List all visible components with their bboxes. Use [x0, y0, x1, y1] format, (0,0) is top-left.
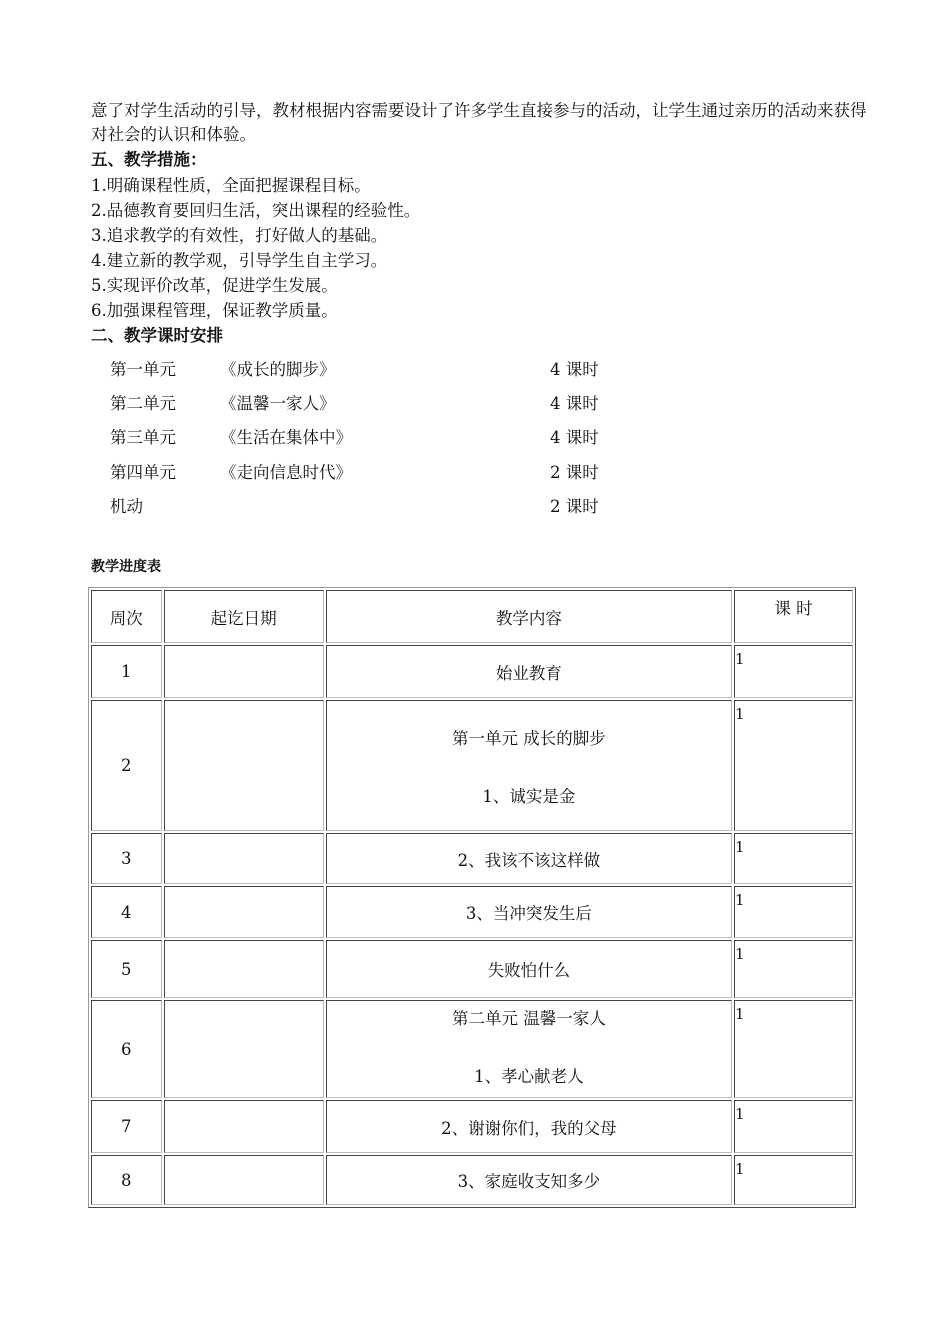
schedule-row — [110, 458, 630, 488]
schedule-unit: 第四单元 — [110, 463, 176, 482]
cell-week: 1 — [91, 645, 162, 698]
schedule-hours: 4 课时 — [550, 360, 599, 379]
hours-value: 1 — [735, 1160, 745, 1178]
cell-content: 始业教育 — [326, 645, 732, 698]
schedule-hours: 4 课时 — [550, 428, 599, 447]
cell-dates — [164, 1000, 324, 1098]
progress-table — [88, 587, 856, 1208]
table-header-row — [91, 590, 853, 643]
header-dates: 起讫日期 — [164, 590, 324, 643]
hours-value: 1 — [735, 891, 745, 909]
cell-dates — [164, 700, 324, 831]
cell-content: 2、谢谢你们，我的父母 — [326, 1100, 732, 1153]
table-row — [91, 700, 853, 831]
schedule-unit: 第二单元 — [110, 394, 176, 413]
cell-content: 2、我该不该这样做 — [326, 833, 732, 884]
cell-hours — [734, 645, 853, 698]
cell-hours — [734, 1155, 853, 1205]
content-line: 1、诚实是金 — [482, 786, 576, 806]
measure-item: 5.实现评价改革，促进学生发展。 — [91, 276, 338, 295]
cell-dates — [164, 940, 324, 998]
cell-dates — [164, 886, 324, 938]
content-line: 第二单元 温馨一家人 — [452, 1009, 606, 1028]
table-row — [91, 1000, 853, 1098]
hours-value: 1 — [735, 1105, 745, 1123]
cell-hours — [734, 886, 853, 938]
cell-week: 7 — [91, 1100, 162, 1153]
cell-week: 5 — [91, 940, 162, 998]
measure-item: 6.加强课程管理，保证教学质量。 — [91, 301, 338, 320]
cell-week: 6 — [91, 1000, 162, 1098]
schedule-row — [110, 492, 630, 522]
schedule-title: 《走向信息时代》 — [220, 463, 352, 482]
cell-week: 2 — [91, 700, 162, 831]
table-row — [91, 833, 853, 884]
cell-content: 失败怕什么 — [326, 940, 732, 998]
table-caption: 教学进度表 — [91, 559, 161, 575]
schedule-row — [110, 389, 630, 419]
measure-item: 2.品德教育要回归生活，突出课程的经验性。 — [91, 201, 421, 220]
cell-content: 3、家庭收支知多少 — [326, 1155, 732, 1205]
hours-value: 1 — [735, 1005, 745, 1023]
header-hours: 课 时 — [734, 590, 853, 643]
table-row — [91, 1100, 853, 1153]
cell-hours — [734, 833, 853, 884]
schedule-unit: 机动 — [110, 497, 143, 516]
hours-value: 1 — [735, 650, 745, 668]
cell-dates — [164, 833, 324, 884]
cell-hours — [734, 1100, 853, 1153]
content-line: 1、孝心献老人 — [474, 1067, 584, 1086]
hours-value: 1 — [735, 705, 745, 723]
cell-dates — [164, 645, 324, 698]
schedule-hours: 4 课时 — [550, 394, 599, 413]
cell-hours — [734, 700, 853, 831]
cell-hours — [734, 940, 853, 998]
schedule-hours: 2 课时 — [550, 463, 599, 482]
schedule-title: 《成长的脚步》 — [220, 360, 336, 379]
measure-item: 3.追求教学的有效性，打好做人的基础。 — [91, 226, 388, 245]
schedule-heading: 二、教学课时安排 — [91, 326, 223, 345]
table-row — [91, 1155, 853, 1205]
cell-week: 4 — [91, 886, 162, 938]
cell-hours — [734, 1000, 853, 1098]
table-row — [91, 645, 853, 698]
measure-item: 4.建立新的教学观，引导学生自主学习。 — [91, 251, 388, 270]
cell-dates — [164, 1155, 324, 1205]
cell-content — [326, 700, 732, 831]
schedule-row — [110, 423, 630, 453]
cell-dates — [164, 1100, 324, 1153]
hours-value: 1 — [735, 838, 745, 856]
schedule-hours: 2 课时 — [550, 497, 599, 516]
cell-content: 3、当冲突发生后 — [326, 886, 732, 938]
schedule-unit: 第一单元 — [110, 360, 176, 379]
header-week: 周次 — [91, 590, 162, 643]
cell-content — [326, 1000, 732, 1098]
content-line: 第一单元 成长的脚步 — [452, 728, 606, 748]
table-row — [91, 886, 853, 938]
cell-week: 3 — [91, 833, 162, 884]
measures-heading: 五、教学措施： — [91, 150, 207, 169]
schedule-title: 《温馨一家人》 — [220, 394, 336, 413]
intro-paragraph: 意了对学生活动的引导，教材根据内容需要设计了许多学生直接参与的活动，让学生通过亲历的活动来获得对社会的认识和体验。 — [91, 101, 867, 144]
hours-value: 1 — [735, 945, 745, 963]
cell-week: 8 — [91, 1155, 162, 1205]
header-content: 教学内容 — [326, 590, 732, 643]
schedule-unit: 第三单元 — [110, 428, 176, 447]
schedule-title: 《生活在集体中》 — [220, 428, 352, 447]
table-row — [91, 940, 853, 998]
schedule-row — [110, 355, 630, 385]
measure-item: 1.明确课程性质，全面把握课程目标。 — [91, 176, 371, 195]
